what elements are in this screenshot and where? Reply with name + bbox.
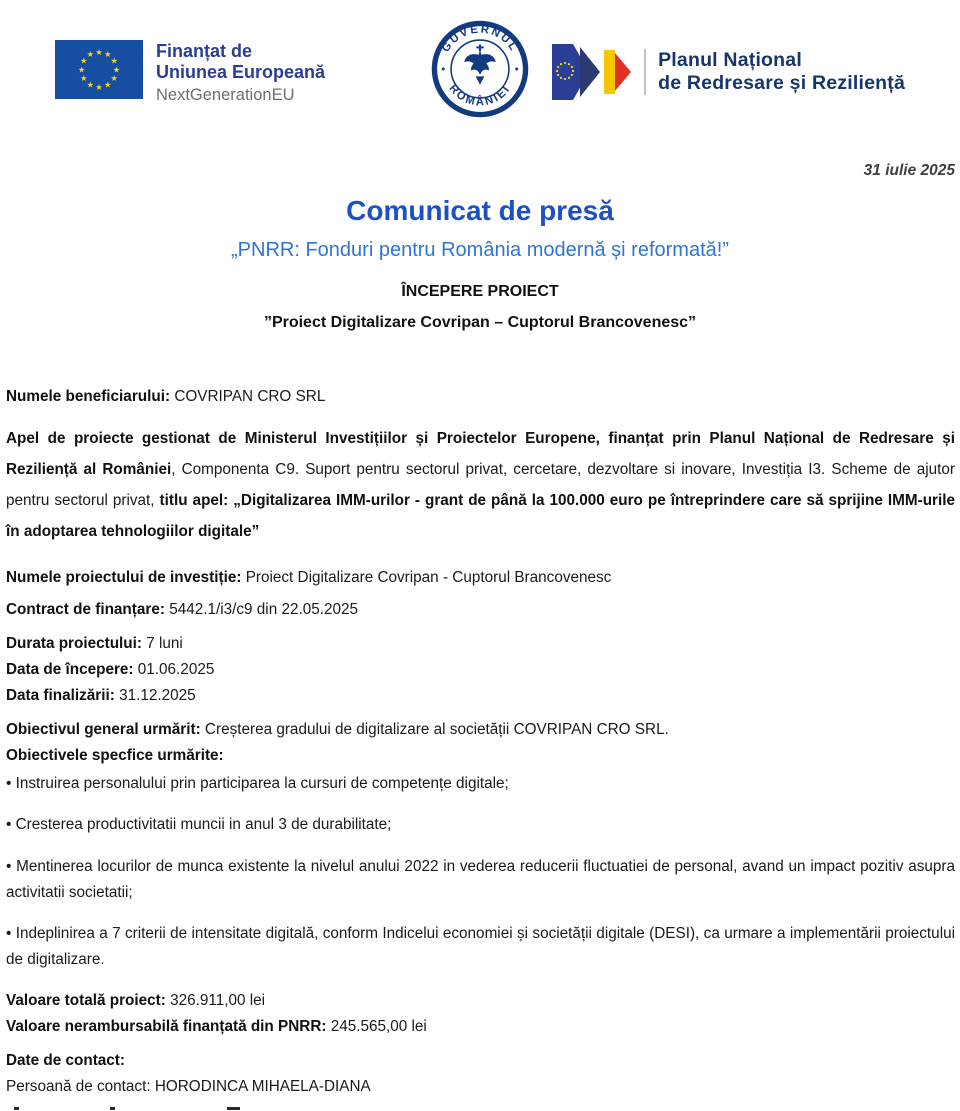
eu-funding-logo [55, 40, 325, 106]
svg-text:★: ★ [112, 64, 121, 75]
objective-bullet-3: • Mentinerea locurilor de munca existente la nivelul anului 2022 in vederea reducerii fluctuatiei de personal, avand un impact pozitiv asupra activitatii societatii; [6, 854, 955, 906]
start-date-label: Data de începere: [6, 661, 134, 678]
contact-heading: Date de contact: [6, 1052, 125, 1070]
project-name-line [6, 565, 955, 591]
contract-label: Contract de finanțare: [6, 601, 165, 618]
objective-bullet-1: • Instruirea personalului prin participarea la cursuri de competențe digitale; [6, 771, 955, 797]
general-objective-value: Creșterea gradului de digitalizare al societății COVRIPAN CRO SRL. [204, 721, 669, 738]
end-date-line [6, 683, 955, 709]
svg-text:★: ★ [95, 46, 103, 57]
duration-label: Durata proiectului: [6, 635, 142, 652]
end-date-value: 31.12.2025 [119, 687, 196, 704]
coat-of-arms-eagle-icon [464, 45, 495, 85]
government-seal-icon [431, 20, 529, 118]
romanian-government-logo [431, 20, 529, 123]
general-objective-label: Obiectivul general urmărit: [6, 721, 201, 738]
call-bold-segment-1: Apel de proiecte gestionat de Ministerul Investițiilor și Proiectelor Europene, finanțat prin Planul Național de Redresare și Reziliență al României [6, 430, 955, 478]
eu-logo-line3: NextGenerationEU [156, 86, 295, 105]
objective-bullet-2: • Cresterea productivitatii muncii in anul 3 de durabilitate; [6, 812, 955, 838]
call-normal-segment: , Componenta C9. Suport pentru sectorul privat, cercetare, dezvoltare si inovare, Investiția I3. Scheme de ajutor pentru sectorul privat, [6, 461, 955, 509]
eu-flag-icon [55, 40, 143, 99]
total-value-value: 326.911,00 lei [170, 992, 266, 1010]
svg-text:★: ★ [95, 81, 103, 92]
contract-line [6, 597, 955, 623]
start-date-value: 01.06.2025 [137, 661, 215, 678]
objective-bullet-4: • Indeplinirea a 7 criterii de intensitate digitală, conform Indicelui economiei și societății digitale (DESI), ca urmare a implementării proiectului de digitalizare. [6, 921, 955, 973]
grant-value-label: Valoare nerambursabilă finanțată din PNRR: [6, 1018, 327, 1036]
svg-text:ROMÂNIEI [447, 83, 514, 109]
beneficiary-line [6, 384, 955, 410]
svg-text:★: ★ [110, 73, 118, 84]
total-value-label: Valoare totală proiect: [6, 992, 166, 1010]
logo-header [0, 0, 960, 128]
project-name-value: Proiect Digitalizare Covripan - Cuptorul Brancovenesc [245, 569, 612, 586]
start-date-line [6, 657, 955, 683]
svg-text:★: ★ [86, 49, 94, 60]
svg-text:★: ★ [80, 73, 88, 84]
project-name-heading: ”Proiect Digitalizare Covripan – Cuptorul Brancovenesc” [263, 314, 697, 331]
eu-logo-line2: Uniunea Europeană [156, 62, 326, 83]
duration-line [6, 631, 955, 657]
pnrr-logo [552, 44, 905, 100]
eu-logo-text [156, 40, 325, 106]
page-title: Comunicat de presă [346, 195, 614, 226]
total-value-line [6, 988, 955, 1014]
call-description-paragraph [6, 423, 955, 547]
grant-value-line [6, 1014, 955, 1040]
eu-logo-line1: Finanțat de [156, 41, 253, 61]
svg-text:★: ★ [104, 49, 112, 60]
pnrr-flags-icon [552, 44, 632, 100]
svg-text:★: ★ [77, 64, 86, 75]
gov-logo-top-text: GUVERNUL [439, 23, 521, 55]
end-date-label: Data finalizării: [6, 687, 115, 704]
gov-logo-bottom-text: ROMÂNIEI [446, 82, 514, 109]
beneficiary-label: Numele beneficiarului: [6, 388, 171, 405]
contact-person-line: Persoană de contact: HORODINCA MIHAELA-DIANA [6, 1078, 371, 1096]
specific-objectives-heading: Obiectivele specfice urmărite: [6, 747, 224, 764]
call-bold-segment-2: titlu apel: „Digitalizarea IMM-urilor - grant de până la 100.000 euro pe întreprindere care să sprijine IMM-urile în adoptarea tehnologiilor digitale” [6, 492, 955, 540]
svg-text:★: ★ [110, 55, 118, 66]
general-objective-line [6, 717, 955, 743]
document-body [0, 384, 960, 1111]
pnrr-logo-text [644, 49, 905, 94]
project-name-label: Numele proiectului de investiție: [6, 569, 242, 586]
page-subtitle: „PNRR: Fonduri pentru România modernă și reformată!” [231, 239, 729, 261]
svg-text:★: ★ [86, 79, 94, 90]
grant-value-value: 245.565,00 lei [330, 1018, 427, 1036]
duration-value: 7 luni [146, 635, 183, 652]
svg-text:★: ★ [80, 55, 88, 66]
pnrr-logo-line1: Planul Național [658, 49, 802, 72]
svg-text:★: ★ [104, 79, 112, 90]
project-start-heading: ÎNCEPERE PROIECT [401, 283, 559, 300]
pnrr-logo-line2: de Redresare și Reziliență [658, 72, 905, 94]
clipped-next-line [6, 1106, 955, 1111]
beneficiary-value: COVRIPAN CRO SRL [174, 388, 326, 405]
contract-value: 5442.1/i3/c9 din 22.05.2025 [169, 601, 359, 618]
document-date: 31 iulie 2025 [863, 162, 955, 179]
